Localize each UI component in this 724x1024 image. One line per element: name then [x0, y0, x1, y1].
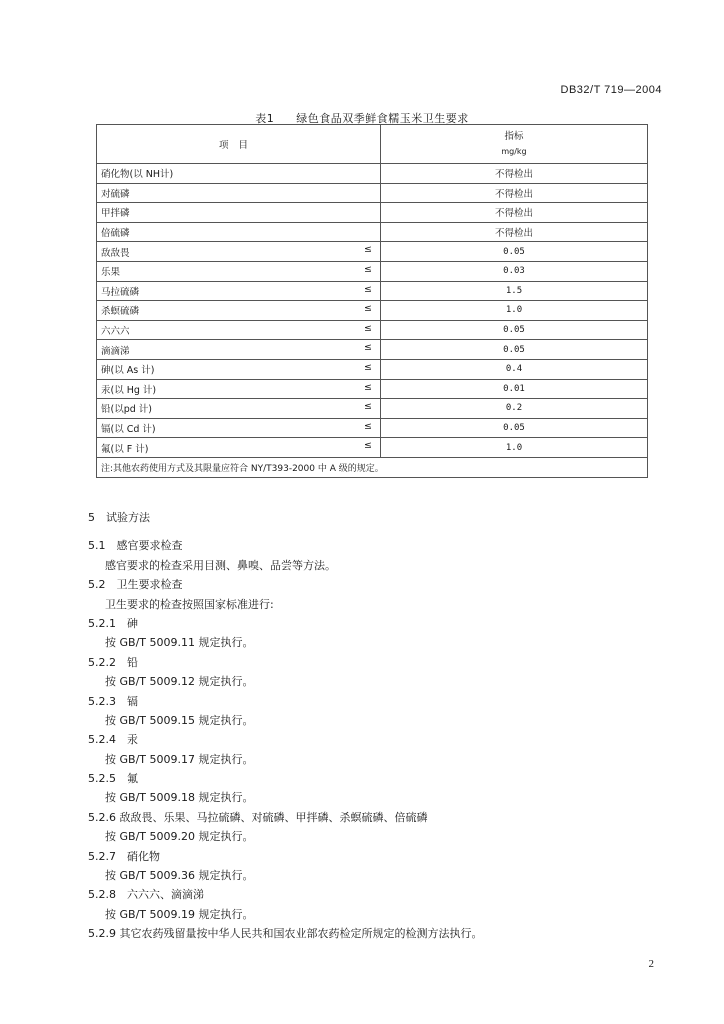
method-text: 按 GB/T 5009.36 规定执行。 [105, 869, 254, 883]
row-limit-value: 0.05 [381, 242, 648, 262]
method-text: 按 GB/T 5009.19 规定执行。 [105, 907, 254, 921]
row-limit-value: 不得检出 [381, 203, 648, 223]
row-item [97, 164, 381, 184]
row-limit-value: 0.05 [381, 418, 648, 438]
row-limit-value: 不得检出 [381, 222, 648, 242]
clause-heading: 5.2.6 敌敌畏、乐果、马拉硫磷、对硫磷、甲拌磷、杀螟硫磷、倍硫磷 [88, 810, 428, 824]
row-item-label: 砷(以 As 计) [101, 365, 155, 377]
row-le-symbol: ≤ [364, 381, 372, 393]
table-row [97, 281, 648, 301]
row-le-symbol: ≤ [364, 401, 372, 413]
row-limit-value: 1.0 [381, 301, 648, 321]
method-text: 按 GB/T 5009.18 规定执行。 [105, 791, 254, 805]
page-number: 2 [648, 958, 654, 970]
column-header-unit: mg/kg [501, 147, 527, 156]
row-limit-value: 0.05 [381, 340, 648, 360]
table-row [97, 359, 648, 379]
row-item [97, 281, 381, 301]
row-item [97, 418, 381, 438]
row-item-label: 杀螟硫磷 [101, 306, 140, 318]
table-row [97, 438, 648, 458]
method-text: 按 GB/T 5009.12 规定执行。 [105, 675, 254, 689]
test-methods-section [88, 508, 668, 944]
row-item [97, 320, 381, 340]
row-le-symbol: ≤ [364, 342, 372, 354]
clause-heading: 5.2.4 汞 [88, 733, 138, 747]
table-row [97, 242, 648, 262]
row-item-label: 六六六 [101, 326, 130, 338]
column-header-item: 项目 [97, 125, 381, 164]
hygiene-requirements-table [96, 124, 648, 478]
method-text: 按 GB/T 5009.11 规定执行。 [105, 636, 254, 650]
row-le-symbol: ≤ [364, 244, 372, 256]
row-limit-value: 1.5 [381, 281, 648, 301]
table-row [97, 320, 648, 340]
row-item [97, 183, 381, 203]
row-item-label: 氟(以 F 计) [101, 443, 149, 455]
row-le-symbol: ≤ [364, 440, 372, 452]
row-item-label: 马拉硫磷 [101, 286, 140, 298]
table-row [97, 301, 648, 321]
row-item-label: 对硫磷 [101, 188, 130, 200]
row-limit-value: 0.03 [381, 261, 648, 281]
table-row [97, 340, 648, 360]
row-item [97, 242, 381, 262]
row-item-label: 乐果 [101, 267, 121, 279]
clause-heading: 5.2.8 六六六、滴滴涕 [88, 888, 204, 902]
row-le-symbol: ≤ [364, 361, 372, 373]
row-le-symbol: ≤ [364, 283, 372, 295]
row-item [97, 379, 381, 399]
row-limit-value: 不得检出 [381, 164, 648, 184]
table-header-row [97, 125, 648, 164]
row-item-label: 铅(以pd 计) [101, 404, 152, 416]
table-row [97, 183, 648, 203]
table-row [97, 399, 648, 419]
clause-heading: 5.2 卫生要求检查 [88, 578, 183, 592]
table-title: 绿色食品双季鲜食糯玉米卫生要求 [296, 112, 469, 125]
row-item [97, 203, 381, 223]
table-note: 注:其他农药使用方式及其限量应符合 NY/T393-2000 中 A 级的规定。 [97, 457, 648, 477]
clause-heading: 5.2.1 砷 [88, 616, 138, 630]
row-limit-value: 0.01 [381, 379, 648, 399]
row-limit-value: 0.4 [381, 359, 648, 379]
table-row [97, 261, 648, 281]
row-item [97, 301, 381, 321]
clause-heading: 5.2.3 镉 [88, 694, 138, 708]
row-le-symbol: ≤ [364, 420, 372, 432]
section-heading: 5 试验方法 [88, 511, 150, 524]
row-le-symbol: ≤ [364, 322, 372, 334]
row-limit-value: 1.0 [381, 438, 648, 458]
row-item [97, 359, 381, 379]
table-note-row [97, 457, 648, 477]
method-text: 按 GB/T 5009.20 规定执行。 [105, 830, 254, 844]
clause-heading: 5.2.7 硝化物 [88, 849, 160, 863]
method-text: 感官要求的检查采用目测、鼻嗅、品尝等方法。 [105, 558, 336, 572]
row-item [97, 340, 381, 360]
row-item-label: 硝化物(以 NH计) [101, 169, 174, 181]
row-item-label: 倍硫磷 [101, 228, 130, 240]
column-header-value [381, 125, 648, 164]
clause-heading: 5.2.5 氟 [88, 772, 138, 786]
method-text: 卫生要求的检查按照国家标准进行: [105, 597, 274, 611]
document-code: DB32/T 719—2004 [560, 84, 662, 96]
table-row [97, 379, 648, 399]
table-row [97, 203, 648, 223]
row-le-symbol: ≤ [364, 263, 372, 275]
row-item-label: 汞(以 Hg 计) [101, 384, 157, 396]
clause-heading: 5.2.9 其它农药残留量按中华人民共和国农业部农药检定所规定的检测方法执行。 [88, 927, 483, 941]
row-item-label: 甲拌磷 [101, 208, 130, 220]
row-item-label: 滴滴涕 [101, 345, 130, 357]
table-row [97, 222, 648, 242]
row-item [97, 399, 381, 419]
table-row [97, 418, 648, 438]
row-limit-value: 不得检出 [381, 183, 648, 203]
row-item-label: 镉(以 Cd 计) [101, 424, 156, 436]
method-text: 按 GB/T 5009.15 规定执行。 [105, 713, 254, 727]
row-item [97, 222, 381, 242]
method-text: 按 GB/T 5009.17 规定执行。 [105, 752, 254, 766]
row-item-label: 敌敌畏 [101, 247, 130, 259]
table-row [97, 164, 648, 184]
row-limit-value: 0.05 [381, 320, 648, 340]
table-number: 表1 [255, 112, 275, 125]
row-limit-value: 0.2 [381, 399, 648, 419]
clause-heading: 5.2.2 铅 [88, 655, 138, 669]
row-le-symbol: ≤ [364, 303, 372, 315]
column-header-value-label: 指标 [504, 131, 524, 142]
row-item [97, 261, 381, 281]
row-item [97, 438, 381, 458]
clause-heading: 5.1 感官要求检查 [88, 539, 183, 553]
